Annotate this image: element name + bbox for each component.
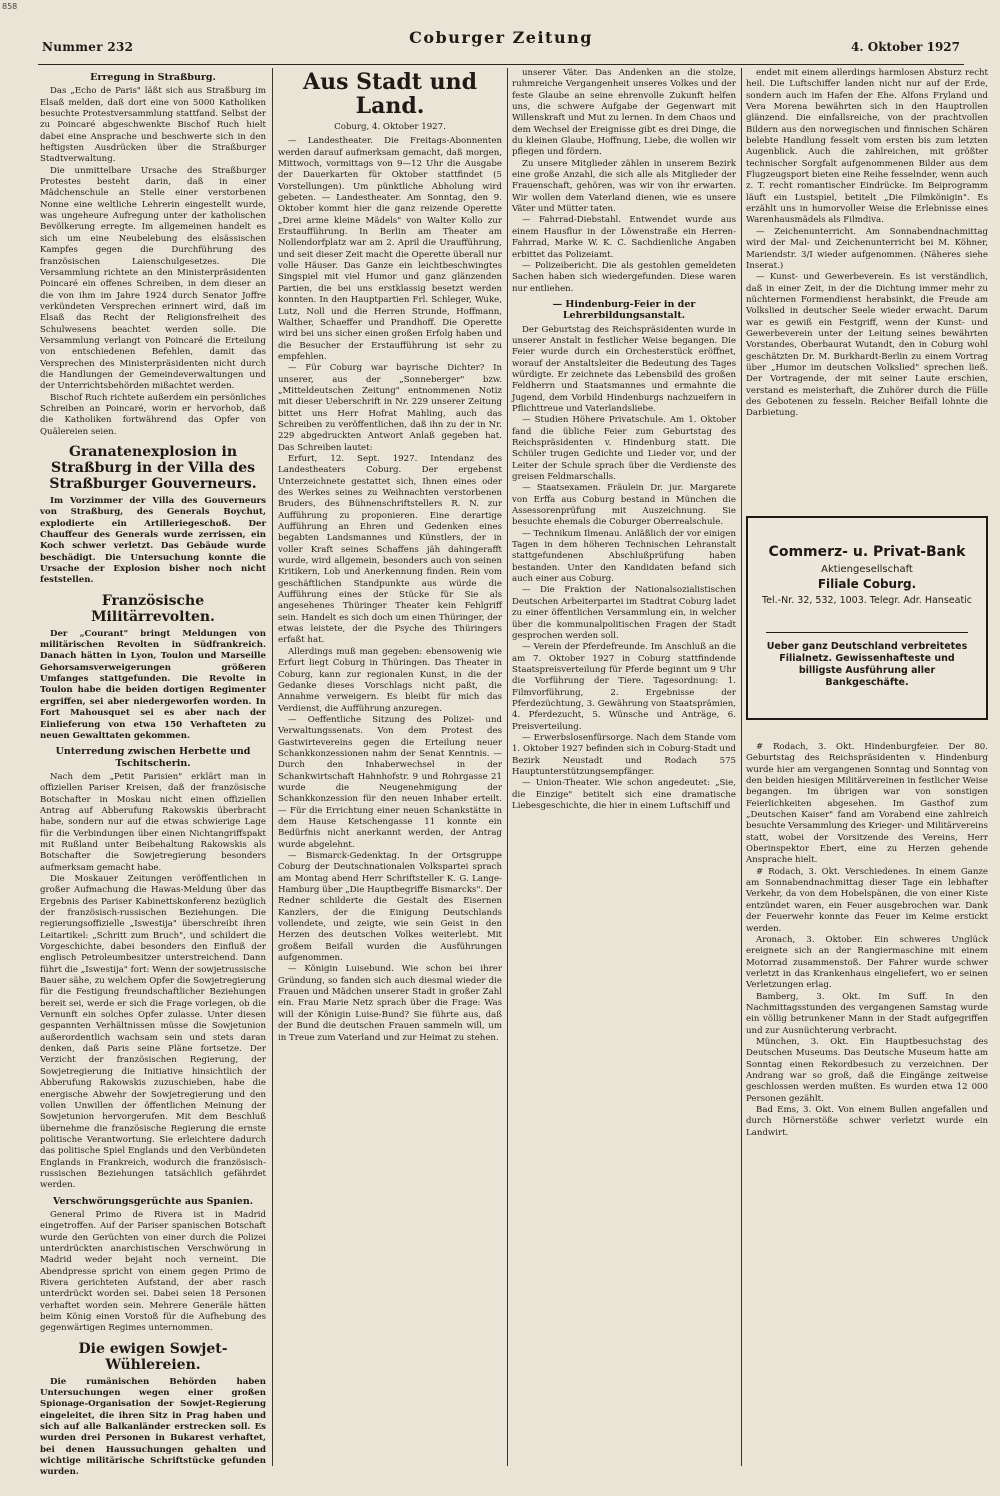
ad-divider bbox=[766, 632, 968, 633]
article-paragraph: — Königin Luisebund. Wie schon bei ihrer Gründung, so fanden sich auch diesmal wieder die Frauen und Mädchen unserer Stadt in großer Zahl ein. Frau Marie Netz sprach über die Frage: Was will der Königin Luise-Bund? Sie führte aus, daß der Bund die deutschen Frauen sammeln will, um in Treue zum Vaterland und zur Heimat zu stehen. bbox=[278, 964, 502, 1043]
article-paragraph: — Technikum Ilmenau. Anläßlich der vor einigen Tagen in dem höheren Technischen Lehranstalt stattgefundenen Abschlußprüfung haben bestanden. Unter den Kandidaten befand sich auch einer aus Coburg. bbox=[512, 528, 736, 585]
article-paragraph: General Primo de Rivera ist in Madrid eingetroffen. Auf der Pariser spanischen Botschaft wurde den Gerüchten von einer durch die Polizei unterdrückten anarchistischen Verschwörung in Madrid weder bejaht noch verneint. Die Abendpresse spricht von einem gegen Primo de Rivera gerichteten Aufstand, der aber rasch unterdrückt worden sei. Dabei seien 18 Personen verhaftet worden sein. Mehrere Generäle hätten beim König einen Vorstoß für die Aufhebung des gegenwärtigen Regimes unternommen. bbox=[40, 1209, 266, 1334]
column-divider bbox=[272, 68, 273, 1466]
article-paragraph: — Kunst- und Gewerbeverein. Es ist verständlich, daß in einer Zeit, in der die Dichtung immer mehr zu nüchternen Formendienst herabsinkt, die Freude am Volkslied in deutscher Seele wieder erwacht. Darum war es gewiß ein Festgriff, wenn der Kunst- und Gewerbeverein unter der Leitung seines bewährten Vorstandes, Oberbaurat Wutandt, den in Coburg wohl geschätzten Dr. M. Burkhardt-Berlin zu einem Vortrag über „Humor im deutschen Volkslied" sprechen ließ. Der Vortragende, der mit seiner Laute erschien, verstand es meisterhaft, die Zuhörer durch die Fülle des Gebotenen zu fesseln. Reicher Beifall lohnte die Darbietung. bbox=[746, 272, 988, 419]
article-paragraph: — Oeffentliche Sitzung des Polizei- und Verwaltungssenats. Von dem Protest des Gastwirtevereins gegen die Erteilung neuer Schankkonzessionen nahm der Senat Kenntnis. — Durch den Inhaberwechsel in der Schankwirtschaft Hahnhofstr. 9 und Rohrgasse 21 wurde die Neugenehmigung der Schankkonzession für den neuen Inhaber erteilt. — Für die Errichtung einer neuen Schankstätte in dem Hause Ketschengasse 11 konnte ein Bedürfnis nicht anerkannt werden, der Antrag wurde abgelehnt. bbox=[278, 714, 502, 850]
article-paragraph: Die rumänischen Behörden haben Untersuchungen wegen einer großen Spionage-Organisation der Sowjet-Regierung eingeleitet, die ihren Sitz in Prag haben und sich auf alle Balkanländer erstrecken soll. Es wurden drei Personen in Bukarest verhaftet, bei denen Haussuchungen gehalten und wichtige militärische Schriftstücke gefunden wurden. bbox=[40, 1376, 266, 1478]
headline: Verschwörungsgerüchte aus Spanien. bbox=[52, 1195, 254, 1207]
article-paragraph: # Rodach, 3. Okt. Hindenburgfeier. Der 80. Geburtstag des Reichspräsidenten v. Hindenburg wurde hier am vergangenen Sonntag und Sonntag von den beiden hiesigen Militärvereinen in festlicher Weise begangen. Im übrigen war von sonstigen Feierlichkeiten abgesehen. Im Gasthof zum „Deutschen Kaiser" fand am Vorabend eine zahlreich besuchte Versammlung des Krieger- und Militärvereins statt, wobei der Vorsitzende des Vereins, Herr Oberinspektor Ebert, eine zu Herzen gehende Ansprache hielt. bbox=[746, 742, 988, 866]
bank-advertisement bbox=[746, 516, 988, 720]
article-paragraph: Zu unsere Mitglieder zählen in unserem Bezirk eine große Anzahl, die sich alle als Mitglieder der Frauenschaft, gehören, was wir von ihr erwarten. Wir wollen dem Vaterland dienen, wie es unsere Väter und Mütter taten. bbox=[512, 158, 736, 215]
headline: — Hindenburg-Feier in der Lehrerbildungsanstalt. bbox=[552, 298, 696, 322]
issue-date: 4. Oktober 1927 bbox=[851, 40, 960, 54]
article-paragraph: Die Moskauer Zeitungen veröffentlichen in großer Aufmachung die Hawas-Meldung über das Ergebnis des Pariser Kabinettskonferenz bezüglich der französisch-russischen Beziehungen. Die regierungsoffizielle „Iswestija" überschreibt ihren Leitartikel: „Schritt zum Bruch", und schildert die Vorgeschichte, dabei besonders den Einfluß der englisch Petroleumbesitzer unterstreichend. Dann führt die „Iswestija" fort: Wenn der sowjetrussische Bauer sähe, zu welchem Opfer die Sowjetregierung für die Festigung freundschaftlicher Beziehungen bereit sei, werde er sich die Frage vorlegen, ob die Vernunft ein solches Opfer zulasse. Unter diesen gespannten Verhältnissen müsse die Sowjetunion außerordentlich wachsam sein und stets daran denken, daß Paris seine Pläne fortsetze. Der Verzicht der französischen Regierung, der Sowjetregierung die Initiative hinsichtlich der Abberufung Rakowskis zuzuschieben, habe die energische Abwehr der Sowjetregierung und den vollen Unwillen der öffentlichen Meinung der Sowjetunion hervorgerufen. Mit dem Beschluß übernehme die französische Regierung die ernste politische Verantwortung. Sie erleichtere dadurch das politische Spiel Englands und den Verbündeten Englands in Frankreich, wodurch die französisch-russischen Beziehungen tatsächlich gefährdet werden. bbox=[40, 873, 266, 1191]
column-1 bbox=[40, 68, 266, 1478]
article-paragraph: — Staatsexamen. Fräulein Dr. jur. Margarete von Erffa aus Coburg bestand in München die Assessorenprüfung mit Auszeichnung. Sie besuchte ehemals die Coburger Oberrealschule. bbox=[512, 483, 736, 528]
column-2 bbox=[278, 68, 502, 1468]
article-paragraph: — Union-Theater. Wie schon angedeutet: „Sie, die Einzige" betitelt sich eine dramatische Liebesgeschichte, die hier in einem Luftschiff und bbox=[512, 778, 736, 811]
article-paragraph: — Fahrrad-Diebstahl. Entwendet wurde aus einem Hausflur in der Löwenstraße ein Herren-Fahrrad, Marke W. K. C. Sachdienliche Angaben erbittet das Polizeiamt. bbox=[512, 215, 736, 260]
article-paragraph: Erfurt, 12. Sept. 1927. Intendanz des Landestheaters Coburg. Der ergebenst Unterzeichnete gestattet sich, Ihnen eines oder des Werkes seines zu Weihnachten verstorbenen Bruders, des Bühnenschriftstellers R. N. zur Aufführung zu proponieren. Eine derartige Aufführung an Ehren und Gedenken eines begabten Landsmannes und Künstlers, der in voller Kraft seines Schaffens jäh dahingerafft wurde, wird allgemein, besonders auch von seinen Kritikern, Lob und Anerkennung finden. Rein vom geschäftlichen Standpunkte aus würde die Aufführung eines der Stücke für Sie als angesehenes Thüringer Theater kein Fehlgriff sein. Handelt es sich doch um einen Thüringer, der etwas leistete, der die Psyche des Thüringers erfaßt hat. bbox=[278, 453, 502, 646]
article-paragraph: Das „Echo de Paris" läßt sich aus Straßburg im Elsaß melden, daß dort eine von 5000 Katholiken besuchte Protestversammlung stattfand. Selbst der zu Poincaré abgeschwenkte Bischof Ruch hielt dabei eine Ansprache und beschwerte sich in den heftigsten Ausdrücken über die Straßburger Stadtverwaltung. bbox=[40, 86, 266, 165]
article-paragraph: unserer Väter. Das Andenken an die stolze, ruhmreiche Vergangenheit unseres Volkes und der feste Glaube an seine ehrenvolle Zukunft helfen uns, die schwere Aufgabe der Gegenwart mit Willenskraft und Mut zu lernen. In dem Chaos und dem Wechsel der Ereignisse gibt es drei Dinge, die du kleinen Glaube, Hoffnung, Liebe, die wollen wir pflegen und fördern. bbox=[512, 68, 736, 158]
column-4-bottom bbox=[746, 742, 988, 1468]
article-paragraph: — Zeichenunterricht. Am Sonnabendnachmittag wird der Mal- und Zeichenunterricht bei M. Köhner, Mariendstr. 3/I wieder aufgenommen. (Näheres siehe Inserat.) bbox=[746, 226, 988, 271]
column-divider bbox=[741, 68, 742, 1466]
headline: Die ewigen Sowjet-Wühlereien. bbox=[78, 1340, 228, 1373]
article-paragraph: Die unmittelbare Ursache des Straßburger Protestes besteht darin, daß in einer Mädchenschule an Stelle einer verstorbenen Nonne eine weltliche Lehrerin eingestellt wurde, was ungeheure Aufregung unter der katholischen Bevölkerung erregte. Im allgemeinen handelt es sich um eine Neubelebung des elsässischen Kampfes gegen die Durchführung des französischen Laienschulgesetzes. Die Versammlung richtete an den Ministerpräsidenten Poincaré ein offenes Schreiben, in dem dieser an die von ihm im Jahre 1924 durch Senator Joffre verkündeten Versprechen erinnert wird, daß im Elsaß das Recht der Religionsfreiheit des Schulwesens beachtet werden solle. Die Versammlung verlangt von Poincaré die Erteilung von entschiedenen Befehlen, damit das Versprechen des Ministerpräsidenten nicht durch die Handlungen der Gemeindeverwaltungen und der Unterrichtsbehörden mißachtet werden. bbox=[40, 165, 266, 392]
column-3 bbox=[512, 68, 736, 1468]
ad-bank-name: Commerz- u. Privat-Bank bbox=[768, 544, 966, 560]
article-paragraph: — Landestheater. Die Freitags-Abonnenten werden darauf aufmerksam gemacht, daß morgen, Mittwoch, vormittags von 9—12 Uhr die Ausgabe der Dauerkarten für Oktober stattfindet (5 Vorstellungen). Um pünktliche Abholung wird gebeten. — Landestheater. Am Sonntag, den 9. Oktober kommt hier die ganz reizende Operette „Drei arme kleine Mädels" von Walter Kollo zur Erstaufführung. In Berlin am Theater am Nollendorfplatz war am 2. April die Uraufführung, und seit dieser Zeit macht die Operette überall nur volle Häuser. Das Ganze ein leichtbeschwingtes Singspiel mit viel Humor und ganz glänzenden Partien, die bei uns erstklassig besetzt werden konnten. In den Hauptpartien Frl. Schleger, Wuke, Lutz, Noll und die Herren Strunde, Hoffmann, Walther, Schaeffer und Prandhoff. Die Operette wird bei uns sicher einen großen Erfolg haben und die Besucher der Erstaufführung ist sehr zu empfehlen. bbox=[278, 136, 502, 362]
dateline: Coburg, 4. Oktober 1927. bbox=[334, 122, 446, 132]
headline: Erregung in Straßburg. bbox=[90, 72, 216, 83]
headline: Unterredung zwischen Herbette und Tschitscherin. bbox=[55, 746, 251, 769]
ad-tagline: Ueber ganz Deutschland verbreitetes Filialnetz. Gewissenhafteste und billigste Ausführung aller Bankgeschäfte. bbox=[766, 641, 968, 688]
article-paragraph: Der Geburtstag des Reichspräsidenten wurde in unserer Anstalt in festlicher Weise begangen. Die Feier wurde durch ein Orchesterstück eröffnet, worauf der Anstaltsleiter die Bedeutung des Tages würdigte. Er zeichnete das Lebensbild des großen Feldherrn und Staatsmannes und ermahnte die Jugend, dem Vorbild Hindenburgs nachzueifern in Pflichttreue und Vaterlandsliebe. bbox=[512, 324, 736, 414]
article-paragraph: Bamberg, 3. Okt. Im Suff. In den Nachmittagsstunden des vergangenen Samstag wurde ein völlig betrunkener Mann in der Stadt aufgegriffen und zur Ausnüchterung verbracht. bbox=[746, 991, 988, 1036]
article-paragraph: Der „Courant" bringt Meldungen von militärischen Revolten in Südfrankreich. Danach hätten in Lyon, Toulon und Marseille Gehorsamsverweigerungen größeren Umfanges stattgefunden. Die Revolte in Toulon habe die beiden dortigen Regimenter ergriffen, sei aber niedergeworfen worden. In Fort Mahousquet sei es aber nach der Einlieferung von etwa 150 Verhafteten zu neuen Gewalttaten gekommen. bbox=[40, 628, 266, 741]
article-paragraph: — Verein der Pferdefreunde. Im Anschluß an die am 7. Oktober 1927 in Coburg stattfindende Staatspreisverteilung für Pferde beginnt um 9 Uhr die Vorführung der Tiere. Tagesordnung: 1. Filmvorführung, 2. Ergebnisse der Pferdezüchtung, 3. Gewährung von Staatsprämien, 4. Pferdezucht, 5. Wünsche und Anträge, 6. Preisverteilung. bbox=[512, 642, 736, 732]
article-paragraph: Allerdings muß man gegeben: ebensowenig wie Erfurt liegt Coburg in Thüringen. Das Theater in Coburg, kann zur regionalen Kunst, in die der Gedanke dieses Vorschlags nicht paßt, die Annahme verweigern. Es bleibt für mich das Verdienst, die Aufführung anzuregen. bbox=[278, 646, 502, 714]
ad-company-type: Aktiengesellschaft bbox=[821, 564, 913, 575]
article-paragraph: Aronach, 3. Oktober. Ein schweres Unglück ereignete sich an der Rangiermaschine mit einem Motorrad zusammenstoß. Der Fahrer wurde schwer verletzt in das Krankenhaus eingeliefert, wo er seinen Verletzungen erlag. bbox=[746, 934, 988, 991]
page-code: 858 bbox=[2, 2, 18, 11]
article-paragraph: Nach dem „Petit Parisien" erklärt man in offiziellen Pariser Kreisen, daß der französische Botschafter in Moskau nicht einen offiziellen Antrag auf Abberufung Rakowskis überbracht habe, sondern nur auf die etwas schwierige Lage für die Verbindungen über einen Nichtangriffspakt mit Rußland unter Beibehaltung Rakowskis als Botschafter die Sowjetregierung besonders aufmerksam gemacht habe. bbox=[40, 771, 266, 873]
masthead bbox=[40, 22, 962, 66]
article-paragraph: Bad Ems, 3. Okt. Von einem Bullen angefallen und durch Hörnerstöße schwer verletzt wurde ein Landwirt. bbox=[746, 1105, 988, 1138]
newspaper-title: Coburger Zeitung bbox=[409, 28, 593, 47]
masthead-rule bbox=[38, 64, 964, 65]
issue-number: Nummer 232 bbox=[42, 40, 134, 54]
article-paragraph: Im Vorzimmer der Villa des Gouverneurs von Straßburg, des Generals Boychut, explodierte ein Artilleriegeschoß. Der Chauffeur des Generals wurde zerrissen, ein Koch schwer verletzt. Das Gebäude wurde beschädigt. Die Untersuchung konnte die Ursache der Explosion bisher noch nicht feststellen. bbox=[40, 496, 266, 586]
article-paragraph: Bischof Ruch richtete außerdem ein persönliches Schreiben an Poincaré, worin er hervorhob, daß die Katholiken fortwährend das Opfer von Quälereien seien. bbox=[40, 392, 266, 437]
headline: Granatenexplosion in Straßburg in der Villa des Straßburger Gouverneurs. bbox=[49, 444, 257, 492]
column-divider bbox=[507, 68, 508, 1466]
article-paragraph: — Erwerbslosenfürsorge. Nach dem Stande vom 1. Oktober 1927 befinden sich in Coburg-Stadt und Bezirk Neustadt und Rodach 575 Hauptunterstützungsempfänger. bbox=[512, 732, 736, 777]
article-paragraph: München, 3. Okt. Ein Hauptbesuchstag des Deutschen Museums. Das Deutsche Museum hatte am Sonntag einen Rekordbesuch zu verzeichnen. Der Andrang war so groß, daß die Eingänge zeitweise geschlossen werden mußten. Es wurden etwa 12 000 Personen gezählt. bbox=[746, 1036, 988, 1104]
ad-telephone: Tel.-Nr. 32, 532, 1003. Telegr. Adr. Hanseatic bbox=[761, 595, 973, 606]
column-4-top bbox=[746, 68, 988, 512]
headline: Französische Militärrevolten. bbox=[91, 592, 215, 625]
article-paragraph: — Studien Höhere Privatschule. Am 1. Oktober fand die übliche Feier zum Geburtstag des Reichspräsidenten v. Hindenburg statt. Die Schüler trugen Gedichte und Lieder vor, und der Leiter der Schule sprach über die Verdienste des greisen Feldmarschalls. bbox=[512, 415, 736, 483]
article-paragraph: endet mit einem allerdings harmlosen Absturz recht heil. Die Luftschiffer landen nicht nur auf der Erde, sondern auch im Hafen der Ehe. Alfons Fryland und Vera Morena bewährten sich in den Hauptrollen glänzend. Die einfallsreiche, von der prachtvollen Bildern aus den norwegischen und finnischen Schären belebte Handlung fesselt vom ersten bis zum letzten Augenblick. Auch die zahlreichen, mit größter technischer Sorgfalt aufgenommenen Bilder aus dem Flugzeugsport bieten eine Reihe fesselnder, wenn auch z. T. recht romantischer Eindrücke. Im Beiprogramm läuft ein Lustspiel, betitelt „Die Filmkönigin". Es erzählt uns in humorvoller Weise die Erlebnisse eines Warenhausmädels als Filmdiva. bbox=[746, 68, 988, 226]
ad-branch: Filiale Coburg. bbox=[817, 577, 917, 591]
article-paragraph: — Polizeibericht. Die als gestohlen gemeldeten Sachen haben sich wiedergefunden. Diese waren nur entliehen. bbox=[512, 260, 736, 294]
section-headline: Aus Stadt und Land. bbox=[303, 69, 477, 119]
article-paragraph: # Rodach, 3. Okt. Verschiedenes. In einem Ganze am Sonnabendnachmittag dieser Tage ein lebhafter Verkehr, da von dem Hobelspänen, die von einer Kiste entzündet waren, ein Feuer ausgebrochen war. Dank der Feuerwehr konnte das Feuer im Keime erstickt werden. bbox=[746, 866, 988, 934]
article-paragraph: — Die Fraktion der Nationalsozialistischen Deutschen Arbeiterpartei im Stadtrat Coburg ladet zu einer öffentlichen Versammlung ein, in welcher über die kommunalpolitischen Fragen der Stadt gesprochen werden soll. bbox=[512, 585, 736, 641]
article-paragraph: — Für Coburg war bayrische Dichter? In unserer, aus der „Sonneberger" bzw. „Mitteldeutschen Zeitung" entnommenen Notiz mit dieser Ueberschrift in Nr. 229 unserer Zeitung bittet uns Herr Hofrat Mahling, auch das Schreiben zu veröffentlichen, daß ihn zu der in Nr. 229 abgedruckten Antwort Anlaß gegeben hat. Das Schreiben lautet: bbox=[278, 363, 502, 453]
article-paragraph: — Bismarck-Gedenktag. In der Ortsgruppe Coburg der Deutschnationalen Volkspartei sprach am Montag abend Herr Schriftsteller K. G. Lange-Hamburg über „Die Hauptbegriffe Bismarcks". Der Redner schilderte die Gestalt des Eisernen Kanzlers, der die Einigung Deutschlands vollendete, und zeigte, wie sein Geist in den Herzen des deutschen Volkes weiterlebt. Mit großem Beifall wurden die Ausführungen aufgenommen. bbox=[278, 851, 502, 964]
